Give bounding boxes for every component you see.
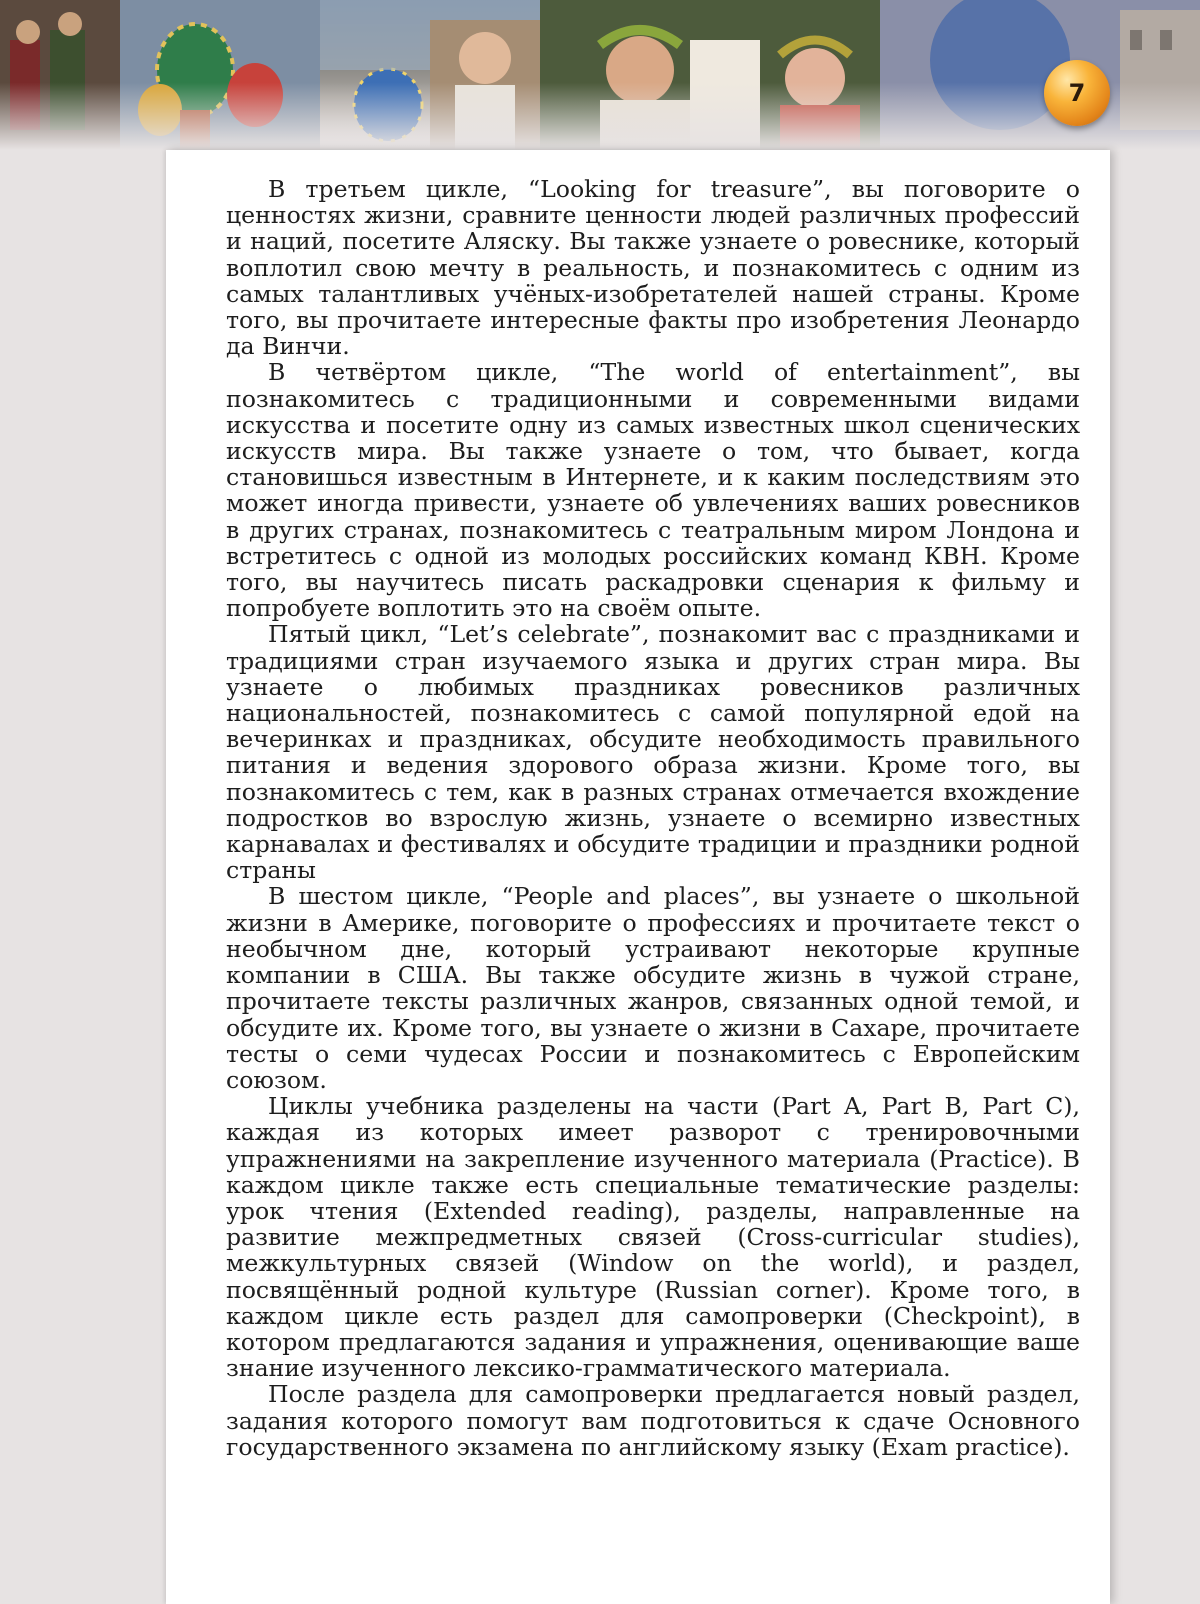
header-banner <box>0 0 1200 150</box>
paragraph-fifth-cycle: Пятый цикл, “Let’s celebrate”, познакомит вас с праздниками и традициями стран изучаемого языка и других стран мира. Вы узнаете о любимых праздниках ровесников различных национальностей, познакомитесь с самой популярной едой на вечеринках и праздниках, обсудите необходимость правильного питания и ведения здорового образа жизни. Кроме того, вы познакомитесь с тем, как в разных странах отмечается вхождение подростков во взрослую жизнь, узнаете о всемирно известных карнавалах и фестивалях и обсудите традиции и праздники родной страны <box>226 620 1080 885</box>
paragraph-third-cycle: В третьем цикле, “Looking for treasure”, вы поговорите о ценностях жизни, сравните ценности людей различных профессий и наций, посетите Аляску. Вы также узнаете о ровеснике, который воплотил свою мечту в реальность, и познакомитесь с одним из самых талантливых учёных-изобретателей нашей страны. Кроме того, вы прочитаете интересные факты про изобретения Леонардо да Винчи. <box>226 175 1080 361</box>
paragraph-fourth-cycle: В четвёртом цикле, “The world of entertainment”, вы познакомитесь с традиционными и современными видами искусства и посетите одну из самых известных школ сценических искусств мира. Вы также узнаете о том, что бывает, когда становишься известным в Интернете, и к каким последствиям это может иногда привести, узнаете об увлечениях ваших ровесников в других странах, познакомитесь с театральным миром Лондона и встретитесь с одной из молодых российских команд КВН. Кроме того, вы научитесь писать раскадровки сценария к фильму и попробуете воплотить это на своём опыте. <box>226 358 1080 623</box>
paragraph-exam-practice: После раздела для самопроверки предлагается новый раздел, задания которого помогут вам подготовиться к сдаче Основного государственного экзамена по английскому языку (Exam practice). <box>226 1380 1080 1461</box>
page-number: 7 <box>1068 79 1086 107</box>
page-number-badge <box>1044 60 1110 126</box>
paragraph-cycle-structure: Циклы учебника разделены на части (Part A, Part B, Part C), каждая из которых имеет разворот с тренировочными упражнениями на закрепление изученного материала (Practice). В каждом цикле также есть специальные тематические разделы: урок чтения (Extended reading), разделы, направленные на развитие межпредметных связей (Cross-curricular studies), межкультурных связей (Window on the world), и раздел, посвящённый родной культуре (Russian corner). Кроме того, в каждом цикле есть раздел для самопроверки (Checkpoint), в котором предлагаются задания и упражнения, оценивающие ваше знание изученного лексико-грамматического материала. <box>226 1092 1080 1383</box>
body-text <box>226 176 1080 1460</box>
banner-collage <box>0 0 1200 150</box>
paragraph-sixth-cycle: В шестом цикле, “People and places”, вы узнаете о школьной жизни в Америке, поговорите о профессиях и прочитаете текст о необычном дне, который устраивают некоторые крупные компании в США. Вы также обсудите жизнь в чужой стране, прочитаете тексты различных жанров, связанных одной темой, и обсудите их. Кроме того, вы узнаете о жизни в Сахаре, прочитаете тесты о семи чудесах России и познакомитесь с Европейским союзом. <box>226 882 1080 1094</box>
